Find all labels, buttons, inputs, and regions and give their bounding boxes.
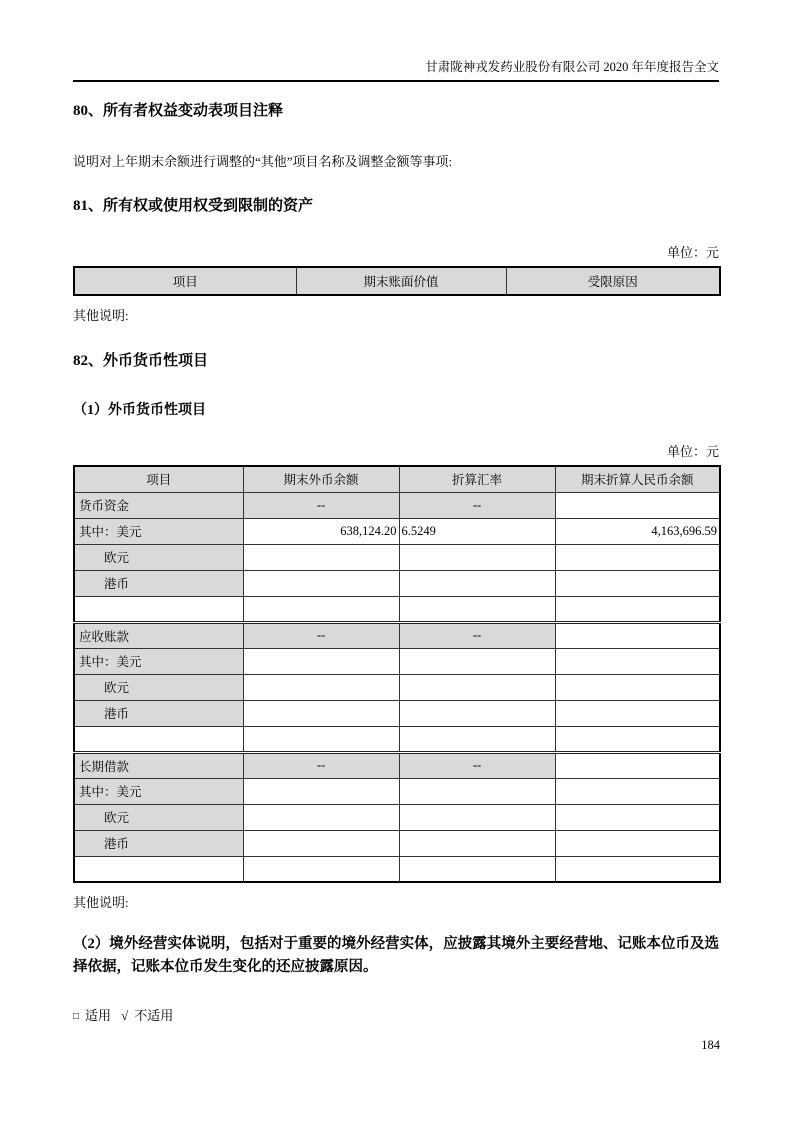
restricted-col-item: 项目 <box>74 267 296 295</box>
fx-cell-exchange-rate <box>399 830 555 856</box>
fx-row-label: 货币资金 <box>74 492 243 518</box>
fx-cell-rmb-balance <box>555 674 720 700</box>
fx-cell-exchange-rate <box>399 648 555 674</box>
fx-table-row <box>74 622 720 648</box>
fx-table-row <box>74 518 720 544</box>
fx-cell-exchange-rate: -- <box>399 752 555 778</box>
fx-table-row <box>74 544 720 570</box>
fx-table-header-row <box>74 466 720 492</box>
fx-table-row <box>74 570 720 596</box>
fx-cell-foreign-balance <box>243 804 399 830</box>
fx-col-exchange-rate: 折算汇率 <box>399 466 555 492</box>
fx-cell-rmb-balance <box>555 596 720 622</box>
section-82-other-note: 其他说明: <box>73 895 129 910</box>
fx-table-row <box>74 492 720 518</box>
fx-cell-foreign-balance <box>243 674 399 700</box>
unit-label-restricted-table: 单位：元 <box>666 245 719 260</box>
document-header-title: 甘肃陇神戎发药业股份有限公司 2020 年年度报告全文 <box>425 60 719 74</box>
section-81-other-note: 其他说明: <box>73 308 129 323</box>
fx-table-row <box>74 596 720 622</box>
fx-cell-exchange-rate <box>399 778 555 804</box>
fx-table-row <box>74 674 720 700</box>
fx-cell-exchange-rate <box>399 596 555 622</box>
fx-cell-rmb-balance <box>555 856 720 882</box>
fx-cell-foreign-balance <box>243 726 399 752</box>
restricted-col-reason: 受限原因 <box>506 267 720 295</box>
fx-cell-foreign-balance <box>243 648 399 674</box>
section-81-heading: 81、所有权或使用权受到限制的资产 <box>73 198 314 214</box>
fx-col-item: 项目 <box>74 466 243 492</box>
section-82-sub2-heading: （2）境外经营实体说明，包括对于重要的境外经营实体，应披露其境外主要经营地、记账本位币及选择依据，记账本位币发生变化的还应披露原因。 <box>73 936 719 975</box>
fx-table-row <box>74 700 720 726</box>
fx-table-row <box>74 648 720 674</box>
page-number: 184 <box>701 1038 720 1052</box>
fx-cell-foreign-balance <box>243 856 399 882</box>
fx-col-foreign-balance: 期末外币余额 <box>243 466 399 492</box>
fx-table-row <box>74 726 720 752</box>
fx-table-row <box>74 856 720 882</box>
fx-cell-exchange-rate <box>399 544 555 570</box>
fx-cell-foreign-balance: -- <box>243 492 399 518</box>
section-82-sub1-heading: （1）外币货币性项目 <box>73 403 206 418</box>
fx-row-label <box>74 856 243 882</box>
fx-table-body <box>74 492 720 882</box>
fx-cell-foreign-balance <box>243 700 399 726</box>
fx-cell-rmb-balance <box>555 648 720 674</box>
check-mark-icon: √ <box>121 1008 129 1023</box>
unit-label-fx-table: 单位：元 <box>666 444 719 459</box>
fx-cell-rmb-balance <box>555 830 720 856</box>
fx-cell-exchange-rate: 6.5249 <box>399 518 555 544</box>
fx-cell-rmb-balance <box>555 700 720 726</box>
fx-cell-rmb-balance <box>555 570 720 596</box>
fx-cell-rmb-balance <box>555 778 720 804</box>
fx-row-label <box>74 596 243 622</box>
restricted-table-header-row <box>74 267 720 295</box>
fx-row-label: 港币 <box>74 570 243 596</box>
fx-table-row <box>74 752 720 778</box>
not-applicable-label: 不适用 <box>134 1008 174 1023</box>
fx-cell-exchange-rate <box>399 726 555 752</box>
fx-row-label: 其中：美元 <box>74 648 243 674</box>
section-80-heading: 80、所有者权益变动表项目注释 <box>73 103 284 119</box>
fx-row-label: 欧元 <box>74 544 243 570</box>
fx-cell-foreign-balance <box>243 778 399 804</box>
fx-row-label: 港币 <box>74 700 243 726</box>
restricted-assets-table <box>73 266 721 296</box>
fx-cell-foreign-balance: 638,124.20 <box>243 518 399 544</box>
fx-row-label: 港币 <box>74 830 243 856</box>
fx-table-row <box>74 830 720 856</box>
fx-cell-rmb-balance <box>555 804 720 830</box>
checkbox-unchecked-icon: □ <box>73 1011 80 1022</box>
fx-cell-exchange-rate: -- <box>399 492 555 518</box>
fx-cell-foreign-balance <box>243 544 399 570</box>
fx-row-label: 应收账款 <box>74 622 243 648</box>
fx-cell-exchange-rate <box>399 700 555 726</box>
fx-cell-exchange-rate <box>399 674 555 700</box>
section-82-heading: 82、外币货币性项目 <box>73 353 209 369</box>
fx-cell-rmb-balance <box>555 622 720 648</box>
fx-cell-foreign-balance: -- <box>243 622 399 648</box>
fx-row-label: 长期借款 <box>74 752 243 778</box>
fx-cell-rmb-balance: 4,163,696.59 <box>555 518 720 544</box>
fx-cell-rmb-balance <box>555 726 720 752</box>
fx-cell-exchange-rate: -- <box>399 622 555 648</box>
fx-row-label <box>74 726 243 752</box>
fx-row-label: 其中：美元 <box>74 518 243 544</box>
page-content <box>73 0 719 1024</box>
foreign-currency-table <box>73 465 721 883</box>
fx-cell-foreign-balance <box>243 570 399 596</box>
restricted-col-book-value: 期末账面价值 <box>296 267 506 295</box>
fx-col-rmb-balance: 期末折算人民币余额 <box>555 466 720 492</box>
fx-cell-rmb-balance <box>555 544 720 570</box>
fx-cell-rmb-balance <box>555 492 720 518</box>
fx-cell-foreign-balance <box>243 596 399 622</box>
fx-row-label: 欧元 <box>74 674 243 700</box>
fx-cell-foreign-balance <box>243 830 399 856</box>
applicability-line <box>73 1005 719 1024</box>
fx-table-row <box>74 778 720 804</box>
fx-cell-exchange-rate <box>399 804 555 830</box>
applicable-label: 适用 <box>85 1008 112 1023</box>
fx-cell-foreign-balance: -- <box>243 752 399 778</box>
fx-cell-rmb-balance <box>555 752 720 778</box>
fx-cell-exchange-rate <box>399 856 555 882</box>
fx-row-label: 其中：美元 <box>74 778 243 804</box>
fx-row-label: 欧元 <box>74 804 243 830</box>
fx-table-row <box>74 804 720 830</box>
fx-cell-exchange-rate <box>399 570 555 596</box>
header-divider <box>73 80 719 82</box>
section-80-body: 说明对上年期末余额进行调整的“其他”项目名称及调整金额等事项: <box>73 154 453 169</box>
